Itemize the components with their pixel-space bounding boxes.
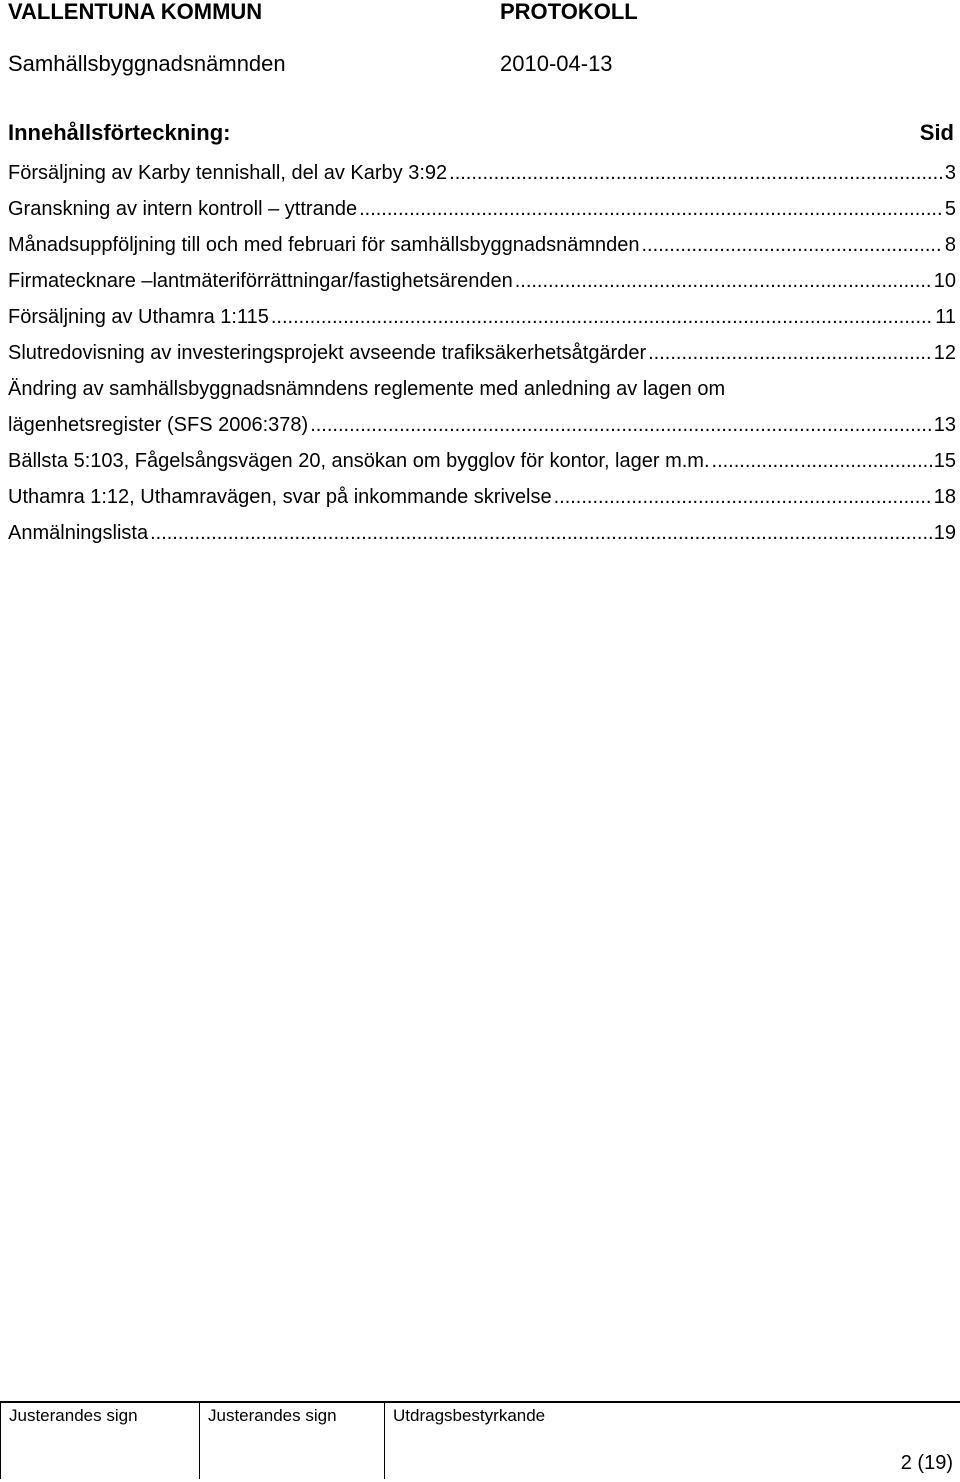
toc-entry[interactable] bbox=[8, 263, 956, 299]
department-name: Samhällsbyggnadsnämnden bbox=[8, 51, 286, 76]
toc-entry[interactable] bbox=[8, 515, 956, 551]
toc-entry-page: 15 bbox=[933, 450, 956, 472]
toc-entry-title: Uthamra 1:12, Uthamravägen, svar på inkommande skrivelse bbox=[8, 486, 552, 508]
document-type: PROTOKOLL bbox=[500, 0, 638, 24]
toc-entry-title: Firmatecknare –lantmäteriförrättningar/fastighetsärenden bbox=[8, 270, 513, 292]
toc-leader-dots bbox=[150, 515, 932, 551]
toc-entry-page: 18 bbox=[933, 486, 956, 508]
signature-box-1 bbox=[0, 1403, 199, 1479]
extract-verification-label: Utdragsbestyrkande bbox=[393, 1406, 546, 1425]
toc-heading: Innehållsförteckning: bbox=[8, 120, 231, 145]
toc-leader-dots bbox=[359, 191, 943, 227]
toc-leader-dots bbox=[515, 263, 932, 299]
toc-entry-title: Försäljning av Karby tennishall, del av Karby 3:92 bbox=[8, 162, 448, 184]
toc-entry[interactable] bbox=[8, 191, 956, 227]
toc-leader-dots bbox=[271, 299, 933, 335]
table-of-contents bbox=[8, 155, 956, 551]
toc-entry[interactable] bbox=[8, 299, 956, 335]
toc-entry-title: Bällsta 5:103, Fågelsångsvägen 20, ansökan om bygglov för kontor, lager m.m. bbox=[8, 450, 710, 472]
toc-entry-page: 10 bbox=[933, 270, 956, 292]
toc-entry-page: 11 bbox=[935, 306, 956, 328]
organization-name: VALLENTUNA KOMMUN bbox=[8, 0, 263, 24]
toc-leader-dots bbox=[310, 407, 932, 443]
toc-entry[interactable] bbox=[8, 227, 956, 263]
toc-entry[interactable] bbox=[8, 371, 956, 443]
toc-entry[interactable] bbox=[8, 443, 956, 479]
toc-entry[interactable] bbox=[8, 155, 956, 191]
toc-leader-dots bbox=[712, 443, 932, 479]
toc-entry-title-line1: Ändring av samhällsbyggnadsnämndens reglemente med anledning av lagen om bbox=[8, 378, 726, 400]
toc-leader-dots bbox=[641, 227, 942, 263]
toc-leader-dots bbox=[554, 479, 932, 515]
signature-footer bbox=[0, 1403, 960, 1479]
toc-page-column-label: Sid bbox=[919, 120, 954, 145]
toc-entry-title: Försäljning av Uthamra 1:115 bbox=[8, 306, 269, 328]
signature-label-1: Justerandes sign bbox=[9, 1406, 138, 1425]
meeting-date: 2010-04-13 bbox=[500, 51, 613, 76]
extract-verification-box bbox=[384, 1403, 960, 1479]
toc-entry-page: 5 bbox=[944, 198, 956, 220]
toc-entry-page: 19 bbox=[933, 522, 956, 544]
signature-label-2: Justerandes sign bbox=[208, 1406, 337, 1425]
toc-entry-title: Månadsuppföljning till och med februari för samhällsbyggnadsnämnden bbox=[8, 234, 640, 256]
toc-entry-title: Slutredovisning av investeringsprojekt avseende trafiksäkerhetsåtgärder bbox=[8, 342, 647, 364]
page-number: 2 (19) bbox=[900, 1452, 953, 1474]
toc-entry-title: Granskning av intern kontroll – yttrande bbox=[8, 198, 358, 220]
toc-entry[interactable] bbox=[8, 479, 956, 515]
toc-entry-page: 12 bbox=[933, 342, 956, 364]
toc-entry-title: Anmälningslista bbox=[8, 522, 149, 544]
toc-entry-title: lägenhetsregister (SFS 2006:378) bbox=[8, 414, 309, 436]
signature-box-2 bbox=[199, 1403, 384, 1479]
toc-entry[interactable] bbox=[8, 335, 956, 371]
toc-entry-page: 13 bbox=[933, 414, 956, 436]
toc-entry-page: 8 bbox=[944, 234, 956, 256]
toc-entry-page: 3 bbox=[944, 162, 956, 184]
toc-leader-dots bbox=[648, 335, 932, 371]
toc-leader-dots bbox=[449, 155, 943, 191]
